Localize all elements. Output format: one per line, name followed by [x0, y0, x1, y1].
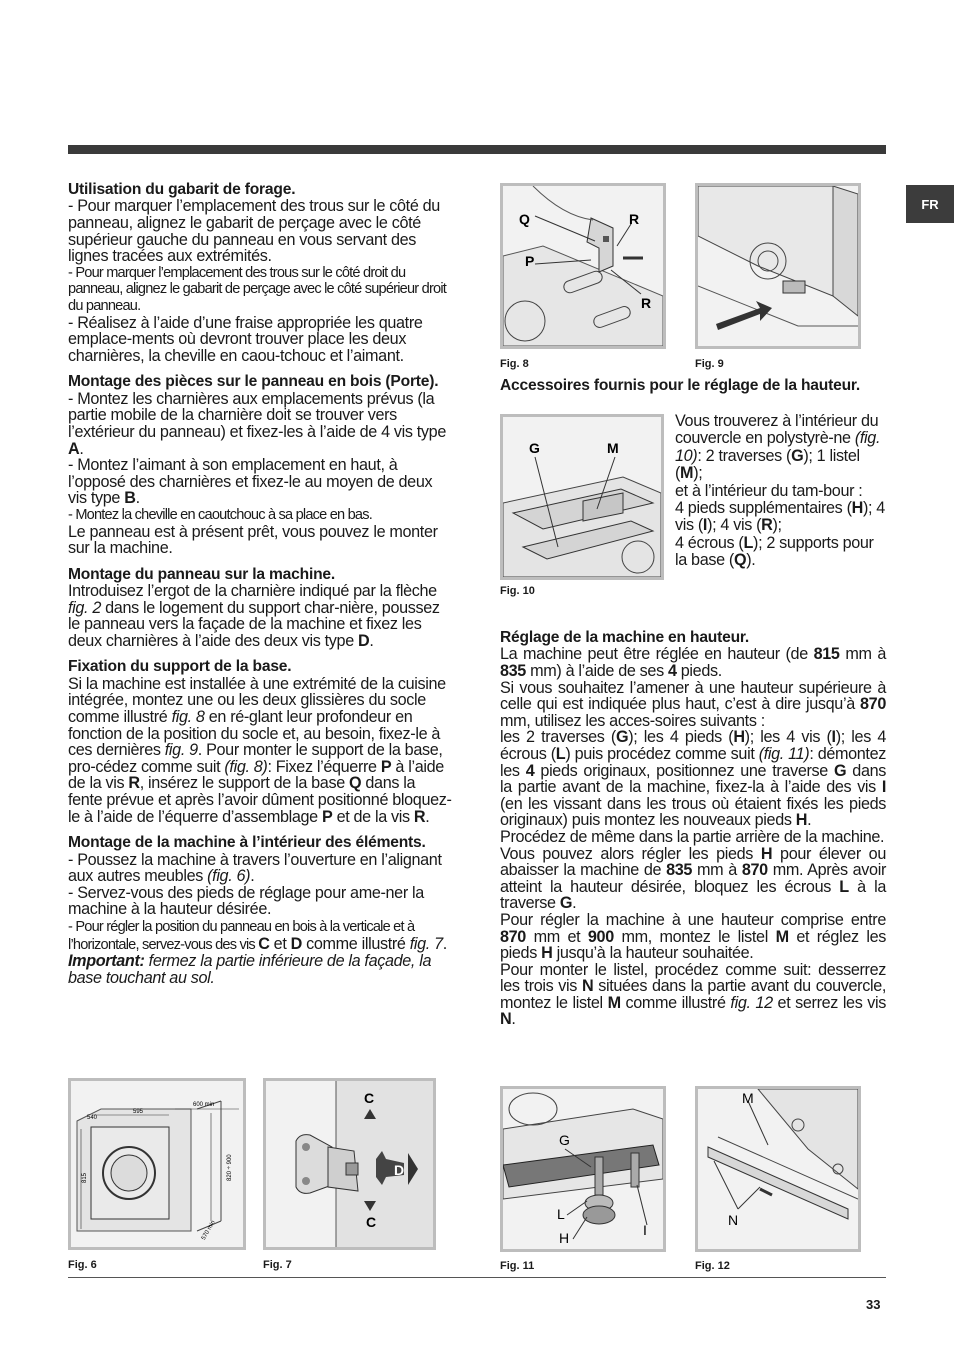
label-p: P: [525, 253, 535, 269]
figure-9: [695, 183, 861, 349]
figure-caption: Fig. 6: [68, 1259, 97, 1271]
section-title-drilling-template: Utilisation du gabarit de forage.: [68, 181, 296, 198]
paragraph: - Pour régler la position du panneau en bois à la verticale et à l’horizontale, servez-vous des vis C et D comme illustré fig. 7.: [68, 919, 447, 953]
paragraph: Introduisez l’ergot de la charnière indiqué par la flèche fig. 2 dans le logement du support char-nière, poussez le panneau vers la façade de la machine et fixez les deux charnières à l’aide des deux vis type D.: [68, 582, 440, 650]
dimension-label: 600 min: [193, 1102, 215, 1108]
paragraph: Le panneau est à présent prêt, vous pouvez le monter sur la machine.: [68, 522, 438, 558]
paragraph: La machine peut être réglée en hauteur (de 815 mm à 835 mm) à l’aide de ses 4 pieds.: [500, 645, 886, 680]
section-title-machine-install: Montage de la machine à l’intérieur des éléments.: [68, 834, 426, 852]
paragraph: Pour régler la machine à une hauteur comprise entre 870 mm et 900 mm, montez le listel M et réglez les pieds H jusqu’à la hauteur souhaitée.: [500, 910, 886, 963]
figure-7: [263, 1078, 436, 1250]
paragraph: Procédez de même dans la partie arrière de la machine.: [500, 827, 885, 846]
paragraph: - Montez l’aimant à son emplacement en haut, à l’opposé des charnières et fixez-le au moyen de deux vis type B.: [68, 456, 433, 508]
figure-11: [500, 1086, 666, 1252]
paragraph: Si vous souhaitez l’amener à une hauteur supérieure à celle qui est indiquée plus haut, c’est à dire jusqu’à 870 mm, utilisez les acces-soires suivants :: [500, 678, 886, 730]
label-d: D: [394, 1162, 405, 1178]
paragraph: - Montez la cheville en caoutchouc à sa place en bas.: [68, 506, 373, 523]
figure-caption: Fig. 10: [500, 585, 535, 597]
figure-6: [68, 1078, 246, 1250]
label-q: Q: [519, 211, 530, 227]
paragraph: Vous pouvez alors régler les pieds H pour élever ou abaisser la machine de 835 mm à 870 mm. Après avoir atteint la hauteur désirée, bloquez les écrous L à la traverse G.: [500, 844, 886, 913]
dimension-label: 570 min: [200, 1219, 217, 1242]
paragraph: les 2 traverses (G); les 4 pieds (H); les 4 vis (I); les 4 écrous (L) puis procédez comme suit (fig. 11): démontez les 4 pieds originaux, positionnez une traverse G dans la partie avant de la machine, fixez-la à l’aide des vis I (en les vissant dans les trous où étaient fixés les pieds originaux) puis montez les nouveaux pieds H.: [500, 728, 886, 830]
figure-caption: Fig. 8: [500, 358, 529, 370]
height-section: [500, 630, 886, 1028]
figure-caption: Fig. 9: [695, 358, 724, 370]
paragraph: - Pour marquer l’emplacement des trous sur le côté droit du panneau, alignez le gabarit de perçage avec le côté supérieur droit du panneau.: [68, 264, 447, 314]
label-g: G: [559, 1132, 570, 1148]
accessories-section: [500, 378, 886, 394]
paragraph: - Montez les charnières aux emplacements prévus (la partie mobile de la charnière doit se trouver vers l’extérieur du panneau) et fixez-les à l’aide de 4 vis type A.: [68, 389, 446, 458]
figure-8: [500, 183, 666, 349]
footer-rule: [68, 1277, 886, 1278]
paragraph: - Pour marquer l’emplacement des trous sur le côté du panneau, alignez le gabarit de perçage avec le côté supérieur gauche du panneau en vous servant des lignes tracées aux extrémités.: [68, 197, 440, 266]
section-title-accessories: Accessoires fournis pour le réglage de la hauteur.: [500, 377, 861, 394]
header-rule: [68, 145, 886, 154]
paragraph: - Poussez la machine à travers l’ouverture en l’alignant aux autres meubles (fig. 6).: [68, 850, 442, 886]
paragraph: - Servez-vous des pieds de réglage pour ame-ner la machine à la hauteur désirée.: [68, 883, 424, 919]
label-m: M: [607, 440, 619, 456]
figure-caption: Fig. 7: [263, 1259, 292, 1271]
label-c: C: [366, 1214, 377, 1230]
label-r: R: [641, 295, 652, 311]
language-tab: [906, 185, 954, 223]
label-g: G: [529, 440, 540, 456]
dimension-label: 540: [87, 1115, 98, 1121]
label-m: M: [742, 1090, 754, 1106]
label-l: L: [557, 1206, 565, 1222]
section-title-height: Réglage de la machine en hauteur.: [500, 629, 750, 646]
section-title-base-support: Fixation du support de la base.: [68, 658, 292, 676]
dimension-label: 820 ÷ 900: [227, 1154, 233, 1181]
label-i: I: [643, 1222, 647, 1238]
accessories-paragraph: Vous trouverez à l’intérieur du couvercle en polystyrè-ne (fig. 10): 2 traverses (G); 1 listel (M); et à l’intérieur du tam-bour : 4 pieds supplémentaires (H); 4 vis (I); 4 vis (R); 4 écrous (L); 2 supports pour la base (Q).: [675, 412, 885, 570]
label-n: N: [728, 1212, 739, 1228]
paragraph: - Réalisez à l’aide d’une fraise appropriée les quatre emplace-ments où devront trouver place les deux charnières, la cheville en caou-tchouc et l’aimant.: [68, 313, 423, 365]
label-r: R: [629, 211, 640, 227]
figure-10: [500, 414, 664, 580]
important-note: Important: fermez la partie inférieure de la façade, la base touchant au sol.: [68, 952, 432, 987]
paragraph: Si la machine est installée à une extrémité de la cuisine intégrée, montez une ou les deux glissières du socle comme illustré fig. 8 en ré-glant leur profondeur en fonction de la position du socle et, au besoin, fixez-le à ces dernières fig. 9. Pour monter le support de la base, pro-cédez comme suit (fig. 8): Fixez l’équerre P à l’aide de la vis R, insérez le support de la base Q dans la fente prévue et après l’avoir dûment positionné bloquez-le à l’aide de l’équerre d’assemblage P et de la vis R.: [68, 674, 452, 826]
paragraph: Pour monter le listel, procédez comme suit: desserrez les trois vis N situées dans la partie avant du couvercle, montez le listel M comme illustré fig. 12 et serrez les vis N.: [500, 960, 887, 1029]
section-title-panel-mount: Montage du panneau sur la machine.: [68, 565, 336, 583]
label-h: H: [559, 1230, 570, 1246]
left-column: [68, 182, 453, 986]
figure-caption: Fig. 11: [500, 1260, 535, 1272]
dimension-label: 815: [82, 1172, 88, 1183]
figure-caption: Fig. 12: [695, 1260, 730, 1272]
label-c: C: [364, 1090, 375, 1106]
page-number: 33: [866, 1297, 881, 1312]
figure-12: [695, 1086, 861, 1252]
dimension-label: 595: [133, 1109, 144, 1115]
section-title-door-panel: Montage des pièces sur le panneau en bois (Porte).: [68, 373, 439, 391]
language-tab-label: FR: [921, 196, 939, 212]
